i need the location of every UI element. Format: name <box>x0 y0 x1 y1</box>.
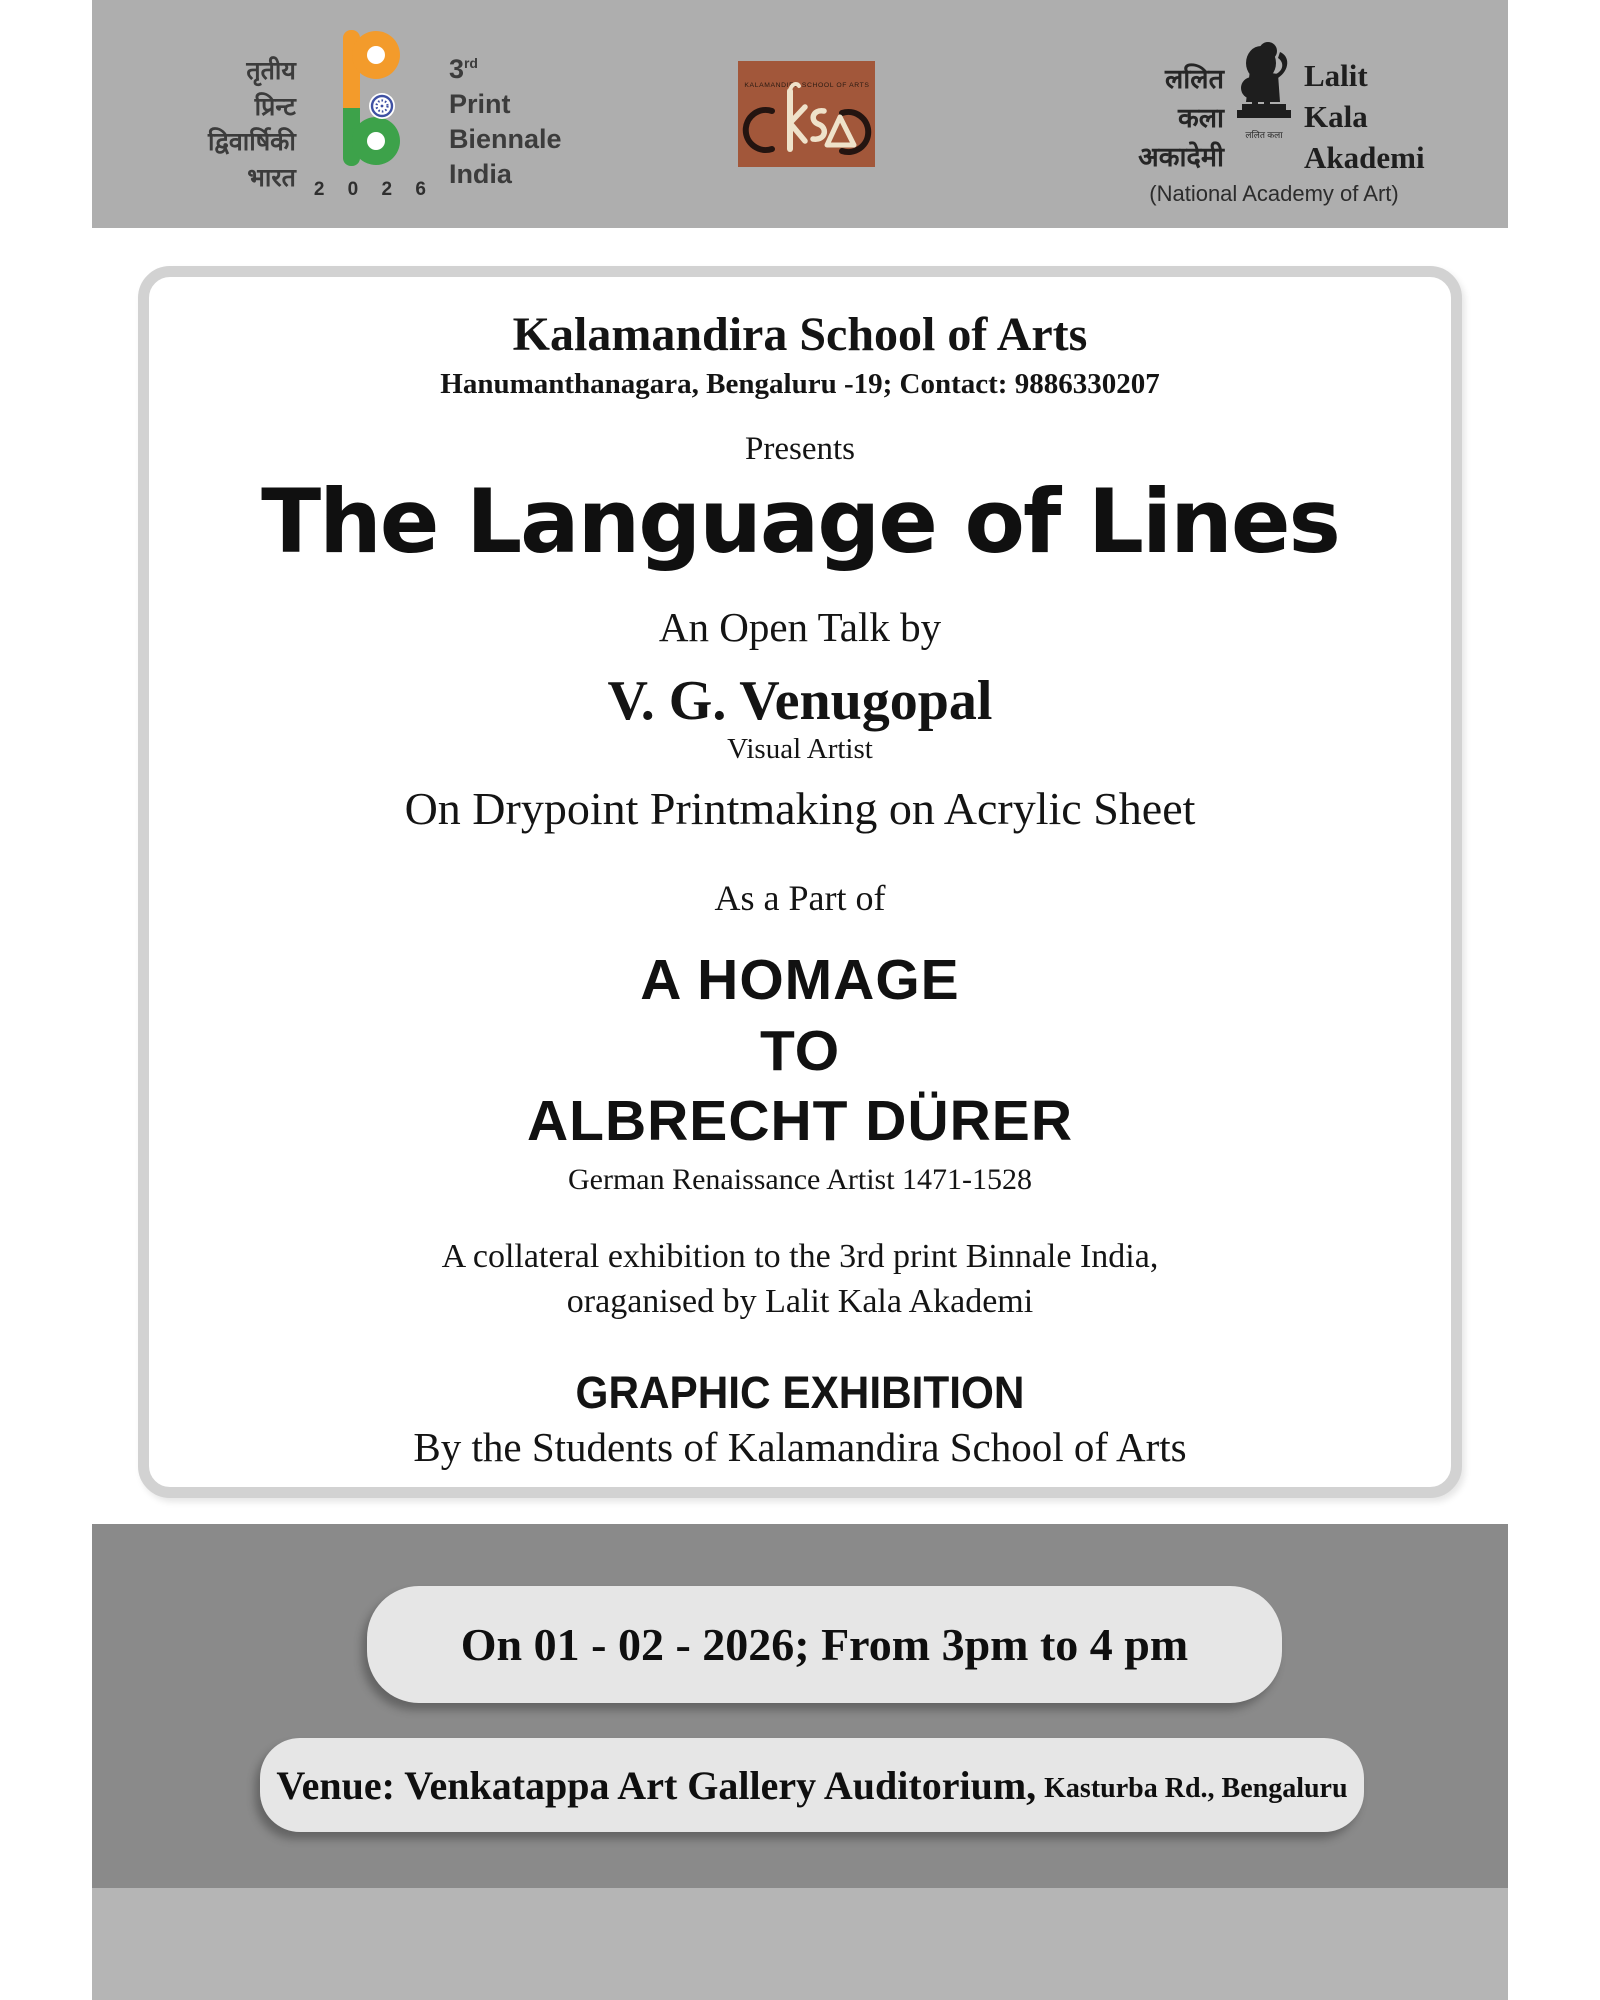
event-title: The Language of Lines <box>261 470 1339 573</box>
lka-pedestal-text: ललित कला <box>1245 130 1283 140</box>
print-biennale-english-text: 3rd Print Biennale India <box>448 54 562 190</box>
lka-english-text: Lalit Kala Akademi <box>1304 58 1425 175</box>
exhibition-title: GRAPHIC EXHIBITION <box>575 1366 1025 1418</box>
talk-topic: On Drypoint Printmaking on Acrylic Sheet <box>404 783 1196 834</box>
school-address: Hanumanthanagara, Bengaluru -19; Contact: 9886330207 <box>440 368 1160 400</box>
date-time-pill <box>367 1586 1282 1703</box>
collateral-note: A collateral exhibition to the 3rd print Binnale India, oraganised by Lalit Kala Akademi <box>441 1238 1159 1320</box>
venue-main-text: Venue: Venkatappa Art Gallery Auditorium, <box>276 1762 1037 1808</box>
header-band <box>92 0 1508 228</box>
homage-subtitle: German Renaissance Artist 1471-1528 <box>567 1163 1033 1197</box>
svg-text:KALAMANDIRA SCHOOL OF ARTS: KALAMANDIRA SCHOOL OF ARTS <box>744 82 870 89</box>
speaker-name: V. G. Venugopal <box>607 670 993 732</box>
lka-hindi-text: ललित कला अकादेमी <box>1138 64 1224 173</box>
part-of-label: As a Part of <box>714 878 886 918</box>
ksa-logo-icon <box>738 61 875 167</box>
speaker-role: Visual Artist <box>727 733 873 765</box>
ashoka-chakra-icon <box>369 93 395 119</box>
lion-statue-icon <box>1232 38 1296 130</box>
footer-strip <box>92 1888 1508 2000</box>
date-time-text: On 01 - 02 - 2026; From 3pm to 4 pm <box>460 1619 1189 1670</box>
homage-title: A HOMAGE TO ALBRECHT DÜRER <box>527 948 1073 1154</box>
footer-band <box>92 1524 1508 1888</box>
print-biennale-monogram <box>308 28 435 201</box>
event-card <box>138 266 1462 1498</box>
venue-detail-text: Kasturba Rd., Bengaluru <box>1044 1773 1348 1804</box>
print-biennale-hindi-text: तृतीय प्रिन्ट द्विवार्षिकी भारत <box>208 57 296 192</box>
pb-monogram-icon <box>340 28 402 175</box>
venue-pill <box>260 1738 1364 1832</box>
lka-subtitle: (National Academy of Art) <box>1149 180 1399 206</box>
ksa-logo <box>738 61 875 167</box>
biennale-year: 2 0 2 6 <box>313 179 435 200</box>
presents-label: Presents <box>745 431 855 467</box>
exhibition-by: By the Students of Kalamandira School of Arts <box>413 1423 1187 1470</box>
print-biennale-logo <box>208 28 561 201</box>
school-name: Kalamandira School of Arts <box>512 308 1088 361</box>
lalit-kala-akademi-logo <box>1104 38 1504 207</box>
talk-by-label: An Open Talk by <box>658 604 942 650</box>
